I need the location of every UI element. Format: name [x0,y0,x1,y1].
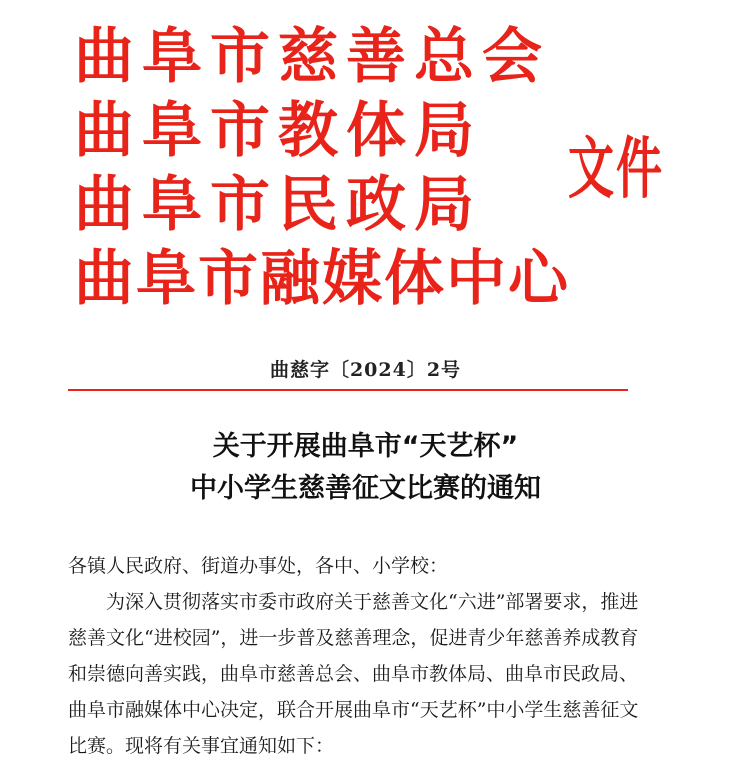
org-charity-federation: 曲阜市慈善总会 [74,22,550,92]
org-civil-affairs-bureau: 曲阜市民政局 [74,170,482,240]
red-divider-line [68,389,628,391]
org-education-sports-bureau: 曲阜市教体局 [74,96,482,166]
notice-title [0,426,731,510]
title-line-2: 中小学生慈善征文比赛的通知 [190,473,541,504]
body-paragraph: 为深入贯彻落实市委市政府关于慈善文化“六进”部署要求，推进慈善文化“进校园”，进一步普及慈善理念，促进青少年慈善养成教育和崇德向善实践，曲阜市慈善总会、曲阜市教体局、曲阜市民政局、曲阜市融媒体中心决定，联合开展曲阜市“天艺杯”中小学生慈善征文比赛。现将有关事宜通知如下： [68,591,639,757]
document-number: 曲慈字〔2024〕2号 [269,359,462,381]
document-mark: 文件 [568,129,664,208]
issuing-organizations [74,20,570,316]
salutation: 各镇人民政府、街道办事处，各中、小学校： [68,555,449,577]
notice-body [68,548,648,764]
org-media-center: 曲阜市融媒体中心 [74,244,570,314]
title-line-1: 关于开展曲阜市“天艺杯” [212,431,519,462]
